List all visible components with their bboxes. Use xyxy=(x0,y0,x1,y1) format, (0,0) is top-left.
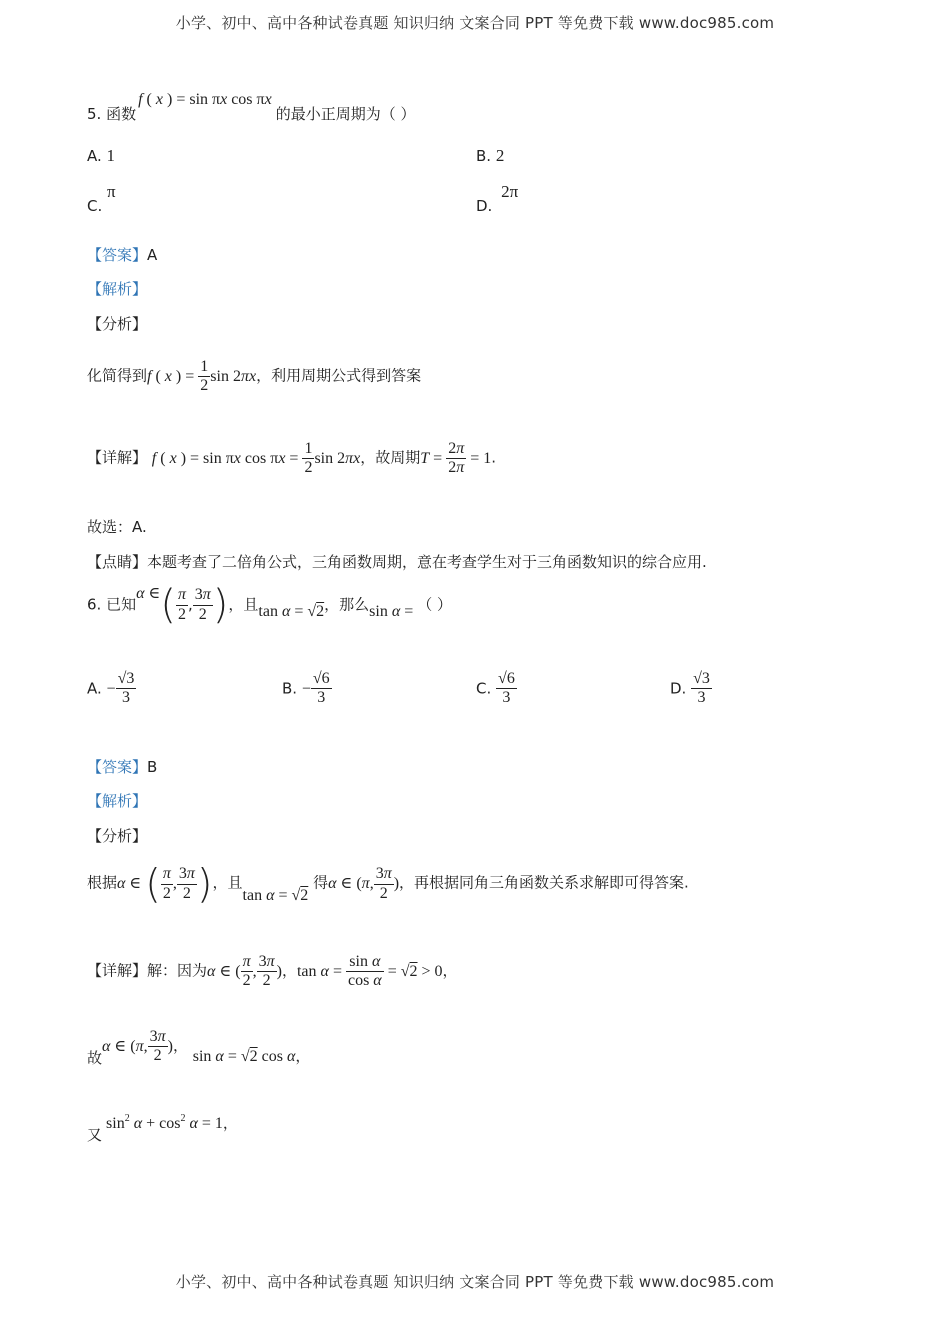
q5-option-d[interactable]: D. 2π xyxy=(476,182,519,215)
q6-option-b[interactable]: B. − $\frac{√6}{3}$ xyxy=(282,670,330,707)
q6-sin-relation: sin α = √2 cos α xyxy=(192,1047,296,1065)
q6-therefore-interval: α ∈ (π, $\frac{3\pi}{2}$ ) xyxy=(102,1028,173,1065)
q5-formula: f ( x ) = sin πx cos πx xyxy=(138,91,272,108)
q6-detail: 【详解】解：因为α ∈ ( $\frac{\pi}{2}$ , $\frac{3\pi}{2}$ )，tan α = $\frac{\text{sin α}}{\text{cos α}}$ = √2 > 0， xyxy=(87,953,458,990)
q5-dianjing: 【点睛】本题考查了二倍角公式，三角函数周期，意在考查学生对于三角函数知识的综合应用. xyxy=(87,553,707,571)
q5-detail: 【详解】 f ( x ) = sin πx cos πx = $\frac{1}{2}$ sin 2πx，故周期T = $\frac{2\pi}{2\pi}$ = 1. xyxy=(87,440,497,477)
q5-fenxi: 【分析】 xyxy=(87,315,148,333)
q6-analysis-interval: α ∈ ( $\frac{\pi}{2}$ , $\frac{3\pi}{2}$ ) xyxy=(117,861,213,907)
q6-option-d[interactable]: D. $\frac{√3}{3}$ xyxy=(670,670,710,707)
q5-option-a[interactable]: A. 1 xyxy=(87,146,116,165)
q6-analysis-tan: tan α = √2 xyxy=(242,886,309,904)
q6-therefore: 故α ∈ (π, $\frac{3\pi}{2}$ )， sin α = √2 cos α， xyxy=(87,1028,311,1067)
q6-tan-condition: tan α = √2 xyxy=(258,602,325,620)
q6-analysis-result: α ∈ (π, $\frac{3\pi}{2}$ ) xyxy=(328,865,400,902)
q6-sin-alpha: sin α = xyxy=(369,602,418,620)
page-footer: 小学、初中、高中各种试卷真题 知识归纳 文案合同 PPT 等免费下载 www.doc985.com xyxy=(175,1273,775,1291)
q5-option-c[interactable]: C. π xyxy=(87,182,116,215)
q6-stem: 6. 已知α ∈( $\frac{\pi}{2}$ , $\frac{3\pi}{2}$ )，且tan α = √2，那么sin α = （ ） xyxy=(87,582,453,628)
q5-analysis: 化简得到f ( x ) = $\frac{1}{2}$ sin 2πx，利用周期公式得到答案 xyxy=(87,358,422,395)
q5-answer: 【答案】A xyxy=(87,246,158,264)
q6-option-a[interactable]: A. − $\frac{√3}{3}$ xyxy=(87,670,135,707)
q6-identity: $\sin^2 \alpha + \cos^2 \alpha = 1$ xyxy=(102,1113,223,1132)
q5-stem: 5. 函数f ( x ) = sin πx cos πx的最小正周期为（ ） xyxy=(87,91,416,123)
q5-jiexi: 【解析】 xyxy=(87,280,148,298)
q5-period-formula: T = $\frac{2\pi}{2\pi}$ = 1 xyxy=(420,440,492,477)
q6-jiexi: 【解析】 xyxy=(87,792,148,810)
q6-answer: 【答案】B xyxy=(87,758,158,776)
q6-detail-tan: tan α = $\frac{\text{sin α}}{\text{cos α}}$ = √2 > 0 xyxy=(296,953,443,990)
page-header: 小学、初中、高中各种试卷真题 知识归纳 文案合同 PPT 等免费下载 www.doc985.com xyxy=(175,14,775,32)
q6-analysis: 根据α ∈ ( $\frac{\pi}{2}$ , $\frac{3\pi}{2}$ )，且tan α = √2 得α ∈ (π, $\frac{3\pi}{2}$ )，再根据同角三角函数关系求解即可得答案. xyxy=(87,861,689,907)
q6-detail-interval: α ∈ ( $\frac{\pi}{2}$ , $\frac{3\pi}{2}$ ) xyxy=(207,953,282,990)
q5-analysis-formula: f ( x ) = $\frac{1}{2}$ sin 2πx xyxy=(147,358,257,395)
q6-alpha-interval: α ∈ xyxy=(136,584,161,602)
q6-option-c[interactable]: C. $\frac{√6}{3}$ xyxy=(476,670,515,707)
q6-fenxi: 【分析】 xyxy=(87,827,148,845)
q5-option-b[interactable]: B. 2 xyxy=(476,146,505,165)
q6-also: 又 $\sin^2 \alpha + \cos^2 \alpha = 1$， xyxy=(87,1113,238,1144)
q5-detail-formula: f ( x ) = sin πx cos πx = $\frac{1}{2}$ sin 2πx xyxy=(151,440,361,477)
q5-conclusion: 故选：A. xyxy=(87,518,147,536)
